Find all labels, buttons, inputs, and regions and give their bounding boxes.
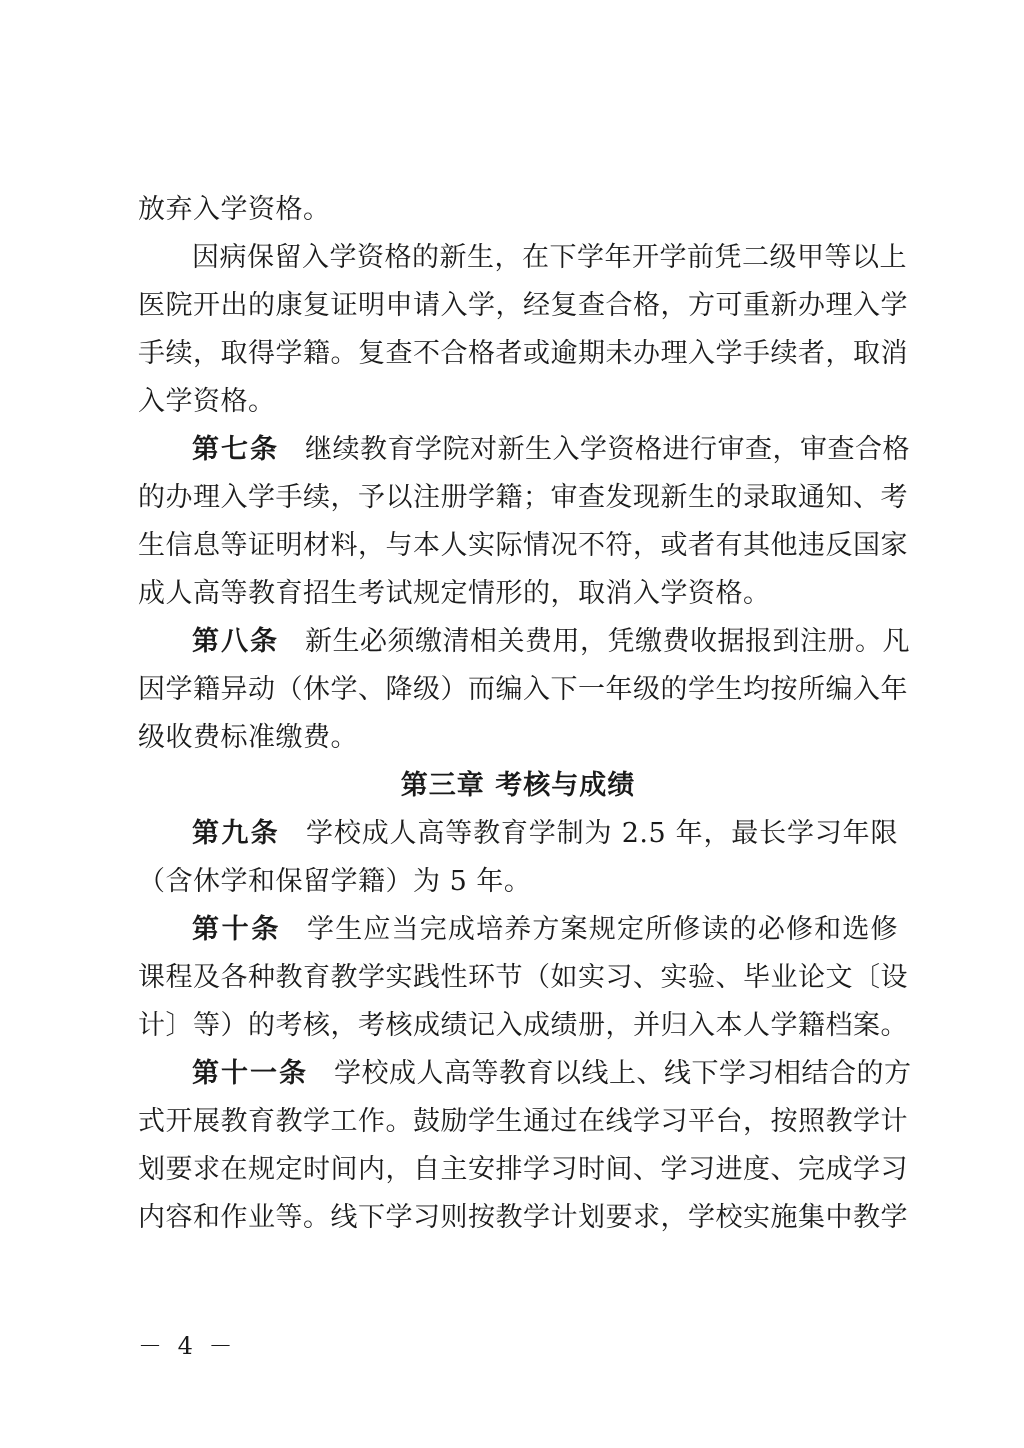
paragraph-continuation-line: 放弃入学资格。 — [138, 194, 331, 225]
paragraph-line: 成人高等教育招生考试规定情形的，取消入学资格。 — [138, 578, 771, 609]
paragraph-line: （含休学和保留学籍）为 5 年。 — [138, 866, 532, 897]
paragraph-line: 划要求在规定时间内，自主安排学习时间、学习进度、完成学习 — [138, 1154, 908, 1185]
article-8-line — [138, 618, 910, 666]
article-11-text: 学校成人高等教育以线上、线下学习相结合的方 — [334, 1058, 912, 1089]
article-10-text: 学生应当完成培养方案规定所修读的必修和选修 — [307, 914, 899, 945]
article-9-text: 学校成人高等教育学制为 2.5 年，最长学习年限 — [306, 818, 898, 849]
article-9-label: 第九条 — [192, 818, 281, 849]
article-7-line — [138, 426, 910, 474]
paragraph-line: 级收费标准缴费。 — [138, 722, 358, 753]
paragraph-line: 医院开出的康复证明申请入学，经复查合格，方可重新办理入学 — [138, 290, 908, 321]
paragraph-line: 课程及各种教育教学实践性环节（如实习、实验、毕业论文〔设 — [138, 962, 908, 993]
article-11-line — [138, 1050, 912, 1098]
article-7-label: 第七条 — [192, 434, 279, 465]
paragraph-line: 生信息等证明材料，与本人实际情况不符，或者有其他违反国家 — [138, 530, 908, 561]
article-11-label: 第十一条 — [192, 1058, 308, 1089]
document-body — [138, 186, 912, 1242]
article-8-label: 第八条 — [192, 626, 279, 657]
article-8-text: 新生必须缴清相关费用，凭缴费收据报到注册。凡 — [305, 626, 910, 657]
paragraph-line: 因病保留入学资格的新生，在下学年开学前凭二级甲等以上 — [192, 242, 907, 273]
paragraph-line: 手续，取得学籍。复查不合格者或逾期未办理入学手续者，取消 — [138, 338, 908, 369]
article-10-line — [138, 906, 898, 954]
article-7-text: 继续教育学院对新生入学资格进行审查，审查合格 — [305, 434, 910, 465]
page-number: － 4 － — [138, 1332, 237, 1360]
chapter-heading: 第三章 考核与成绩 — [400, 770, 636, 801]
paragraph-line: 式开展教育教学工作。鼓励学生通过在线学习平台，按照教学计 — [138, 1106, 908, 1137]
article-9-line — [138, 810, 898, 858]
paragraph-line: 的办理入学手续，予以注册学籍；审查发现新生的录取通知、考 — [138, 482, 908, 513]
article-10-label: 第十条 — [192, 914, 282, 945]
paragraph-line: 内容和作业等。线下学习则按教学计划要求，学校实施集中教学 — [138, 1202, 908, 1233]
paragraph-line: 因学籍异动（休学、降级）而编入下一年级的学生均按所编入年 — [138, 674, 908, 705]
paragraph-line: 计〕等）的考核，考核成绩记入成绩册，并归入本人学籍档案。 — [138, 1010, 908, 1041]
paragraph-line: 入学资格。 — [138, 386, 276, 417]
